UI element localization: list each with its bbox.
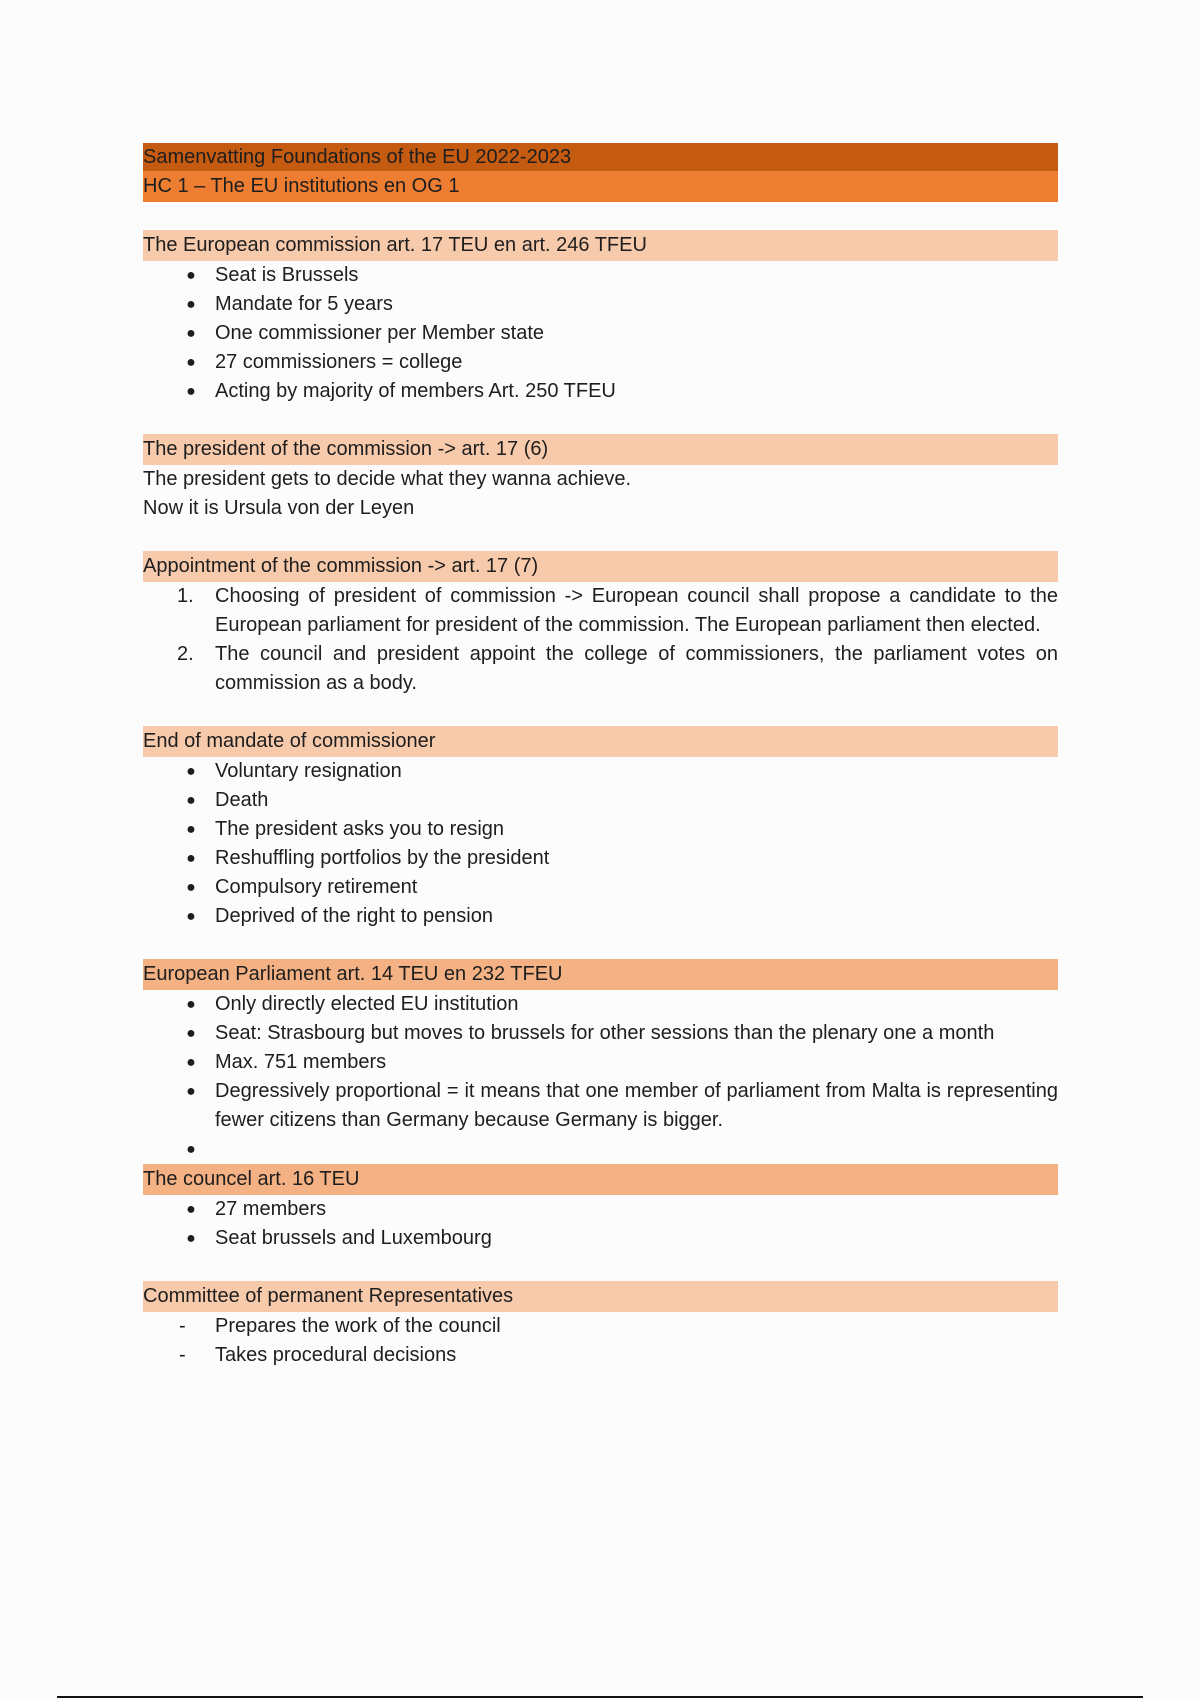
- list-item: ● Acting by majority of members Art. 250 TFEU: [143, 377, 1058, 406]
- document-page: [143, 143, 1058, 1370]
- council-list: [143, 1195, 1058, 1253]
- bullet-icon: ●: [186, 1230, 196, 1247]
- bullet-icon: ●: [186, 850, 196, 867]
- list-item: ● 27 commissioners = college: [143, 348, 1058, 377]
- section-heading-end-mandate: End of mandate of commissioner: [143, 726, 1058, 757]
- section-heading-council: The councel art. 16 TEU: [143, 1164, 1058, 1195]
- list-item: - Prepares the work of the council: [143, 1312, 1058, 1341]
- bullet-icon: ●: [186, 908, 196, 925]
- dash-icon: -: [179, 1344, 186, 1366]
- bullet-icon: ●: [186, 1025, 196, 1042]
- list-item: ● Max. 751 members: [143, 1048, 1058, 1077]
- parliament-list: [143, 990, 1058, 1164]
- list-item: ● Seat: Strasbourg but moves to brussels for other sessions than the plenary one a month: [143, 1019, 1058, 1048]
- document-subtitle: HC 1 – The EU institutions en OG 1: [143, 171, 1058, 202]
- list-item: ● The president asks you to resign: [143, 815, 1058, 844]
- section-heading-coreper: Committee of permanent Representatives: [143, 1281, 1058, 1312]
- bullet-icon: ●: [186, 1083, 196, 1100]
- document-title: Samenvatting Foundations of the EU 2022-2023: [143, 143, 1058, 171]
- list-item: ● Voluntary resignation: [143, 757, 1058, 786]
- section-heading-appointment: Appointment of the commission -> art. 17 (7): [143, 551, 1058, 582]
- list-item: ● Mandate for 5 years: [143, 290, 1058, 319]
- list-item: 1. Choosing of president of commission -> European council shall propose a candidate to the European parliament for president of the commission. The European parliament then elected.: [143, 582, 1058, 640]
- footer-divider: [57, 1696, 1143, 1698]
- bullet-icon: ●: [186, 325, 196, 342]
- list-item: - Takes procedural decisions: [143, 1341, 1058, 1370]
- list-item: ● Reshuffling portfolios by the president: [143, 844, 1058, 873]
- list-item: ● Degressively proportional = it means that one member of parliament from Malta is representing fewer citizens than Germany because Germany is bigger.: [143, 1077, 1058, 1135]
- bullet-icon: ●: [186, 354, 196, 371]
- list-item: ● Only directly elected EU institution: [143, 990, 1058, 1019]
- list-item: ● Seat brussels and Luxembourg: [143, 1224, 1058, 1253]
- paragraph-line: The president gets to decide what they wanna achieve.: [143, 468, 632, 490]
- paragraph-line: Now it is Ursula von der Leyen: [143, 497, 415, 519]
- bullet-icon: ●: [186, 821, 196, 838]
- bullet-icon: ●: [186, 383, 196, 400]
- section-heading-president: The president of the commission -> art. 17 (6): [143, 434, 1058, 465]
- list-item: ● Compulsory retirement: [143, 873, 1058, 902]
- list-item: ● Seat is Brussels: [143, 261, 1058, 290]
- commission-list: [143, 261, 1058, 406]
- section-heading-parliament: European Parliament art. 14 TEU en 232 TFEU: [143, 959, 1058, 990]
- end-mandate-list: [143, 757, 1058, 931]
- bullet-icon: ●: [186, 267, 196, 284]
- bullet-icon: ●: [186, 996, 196, 1013]
- bullet-icon: ●: [186, 879, 196, 896]
- list-number: 1.: [177, 585, 194, 607]
- list-item: 2. The council and president appoint the college of commissioners, the parliament votes on commission as a body.: [143, 640, 1058, 698]
- appointment-list: [143, 582, 1058, 698]
- bullet-icon: ●: [186, 1141, 196, 1158]
- list-item: ● 27 members: [143, 1195, 1058, 1224]
- bullet-icon: ●: [186, 792, 196, 809]
- bullet-icon: ●: [186, 1201, 196, 1218]
- list-item: ● Deprived of the right to pension: [143, 902, 1058, 931]
- list-item-empty: [143, 1135, 1058, 1164]
- section-heading-commission: The European commission art. 17 TEU en art. 246 TFEU: [143, 230, 1058, 261]
- bullet-icon: ●: [186, 296, 196, 313]
- coreper-list: [143, 1312, 1058, 1370]
- dash-icon: -: [179, 1315, 186, 1337]
- list-number: 2.: [177, 643, 194, 665]
- bullet-icon: ●: [186, 1054, 196, 1071]
- list-item: ● Death: [143, 786, 1058, 815]
- bullet-icon: ●: [186, 763, 196, 780]
- list-item: ● One commissioner per Member state: [143, 319, 1058, 348]
